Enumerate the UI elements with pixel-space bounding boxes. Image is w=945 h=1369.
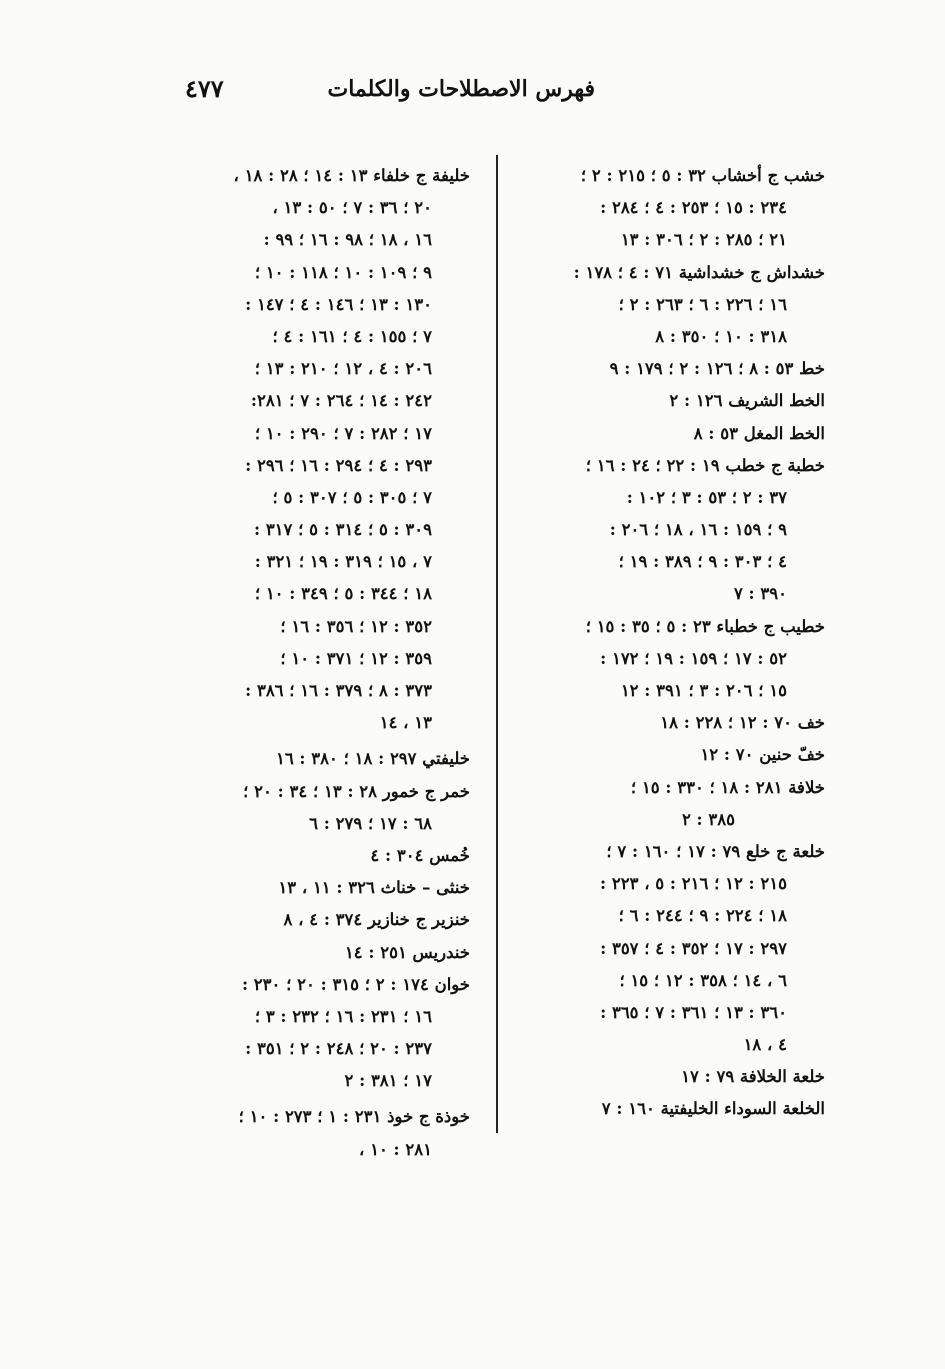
page-number: ٤٧٧ [185,74,224,103]
index-continuation: ٢٩٧ : ١٧ ؛ ٣٥٢ : ٤ ؛ ٣٥٧ : [600,938,787,958]
index-continuation: ٣٥٩ : ١٢ ؛ ٣٧١ : ١٠ ؛ [280,648,432,668]
index-continuation: ٢٠ ؛ ٣٦ : ٧ ؛ ٥٠ : ١٣ ، [272,198,432,218]
index-entry: خلعة الخلافة ٧٩ : ١٧ [681,1067,825,1087]
page-header [0,70,945,110]
index-continuation: ٣٧٣ : ٨ ؛ ٣٧٩ : ١٦ ؛ ٣٨٦ : [245,681,432,700]
index-continuation: ١٨ ؛ ٢٢٤ : ٩ ؛ ٢٤٤ : ٦ ؛ [618,906,787,926]
index-entry: خليفة ج خلفاء ١٣ : ١٤ ؛ ٢٨ : ١٨ ، [233,166,470,185]
index-continuation: ٦ ، ١٤ ؛ ٣٥٨ : ١٢ ؛ ١٥ ؛ [619,970,787,990]
index-entry: خشب ج أخشاب ٣٢ : ٥ ؛ ٢١٥ : ٢ ؛ [580,166,825,185]
index-continuation: ٢١ ؛ ٢٨٥ : ٢ ؛ ٣٠٦ : ١٣ [620,230,787,250]
index-continuation: ٢٠٦ : ٤ ، ١٢ ؛ ٢١٠ : ١٣ ؛ [254,359,432,379]
index-continuation: ٥٢ : ١٧ ؛ ١٥٩ : ١٩ ؛ ١٧٢ : [600,648,787,668]
index-entry: خشداش ج خشداشية ٧١ : ٤ ؛ ١٧٨ : [573,262,825,282]
index-entry: خطبة ج خطب ١٩ : ٢٢ ؛ ٢٤ : ١٦ ؛ [585,455,825,475]
index-entry: الخط الشريف ١٢٦ : ٢ [669,391,825,411]
index-entry: الخط المغل ٥٣ : ٨ [693,423,825,443]
index-continuation: ٣٦٠ : ١٣ ؛ ٣٦١ : ٧ ؛ ٣٦٥ : [600,1002,787,1022]
index-continuation: ٢١٥ : ١٢ ؛ ٢١٦ : ٥ ، ٢٢٣ : [600,874,787,894]
index-continuation: ١٣ ، ١٤ [379,713,432,733]
index-continuation: ٩ ؛ ١٠٩ : ١٠ ؛ ١١٨ : ١٠ ؛ [254,262,432,282]
index-continuation: ٧ ؛ ١٥٥ : ٤ ؛ ١٦١ : ٤ ؛ [272,326,432,346]
index-entry: خوان ١٧٤ : ٢ ؛ ٣١٥ : ٢٠ ؛ ٢٣٠ : [241,974,470,994]
index-entry: خطيب ج خطباء ٢٣ : ٥ ؛ ٣٥ : ١٥ ؛ [585,616,825,636]
index-continuation: ٧ ؛ ٣٠٥ : ٥ ؛ ٣٠٧ : ٥ ؛ [272,487,432,507]
index-entry: خندريس ٢٥١ : ١٤ [344,942,470,962]
index-continuation: ١٧ ؛ ٣٨١ : ٢ [344,1071,432,1091]
index-continuation: ١٦ ؛ ٢٢٦ : ٦ ؛ ٢٦٣ : ٢ ؛ [618,294,787,314]
index-continuation: ٣٠٩ : ٥ ؛ ٣١٤ : ٥ ؛ ٣١٧ : [253,520,432,540]
index-continuation: ٢٣٤ : ١٥ ؛ ٢٥٣ : ٤ ؛ ٢٨٤ : [600,198,787,218]
index-continuation: ١٥ ؛ ٢٠٦ : ٣ ؛ ٣٩١ : ١٢ [620,681,787,700]
index-continuation: ٣٥٢ : ١٢ ؛ ٣٥٦ : ١٦ ؛ [280,616,432,636]
index-continuation: ٢٨١ : ١٠ ، [359,1139,432,1159]
index-entry: الخلعة السوداء الخليفتية ١٦٠ : ٧ [601,1099,825,1119]
column-divider [496,155,498,1133]
index-continuation: ٩ ؛ ١٥٩ : ١٦ ، ١٨ ؛ ٢٠٦ : [609,520,787,540]
index-entry: خلعة ج خلع ٧٩ : ١٧ ؛ ١٦٠ : ٧ ؛ [606,841,825,861]
index-continuation: ٢٩٣ : ٤ ؛ ٢٩٤ : ١٦ ؛ ٢٩٦ : [245,455,432,475]
index-entry: خمر ج خمور ٢٨ : ١٣ ؛ ٣٤ : ٢٠ ؛ [243,781,470,801]
index-continuation: ٣٨٥ : ٢ [681,809,735,829]
index-continuation: ٤ ، ١٨ [743,1035,787,1055]
index-entry: خُمس ٣٠٤ : ٤ [370,845,470,865]
index-continuation: ٦٨ : ١٧ ؛ ٢٧٩ : ٦ [309,813,432,833]
index-column-left [165,160,470,1166]
index-continuation: ٣٩٠ : ٧ [733,584,787,604]
index-column-right [525,160,825,1126]
page-title: فهرس الاصطلاحات والكلمات [327,76,595,102]
index-entry: خنزير ج خنازير ٣٧٤ : ٤ ، ٨ [283,910,470,930]
index-continuation: ١٦ ، ١٨ ؛ ٩٨ : ١٦ ؛ ٩٩ : [263,230,432,250]
index-continuation: ٤ ؛ ٣٠٣ : ٩ ؛ ٣٨٩ : ١٩ ؛ [618,552,787,572]
index-continuation: ١٨ ؛ ٣٤٤ : ٥ ؛ ٣٤٩ : ١٠ ؛ [254,584,432,604]
index-entry: خوذة ج خوذ ٢٣١ : ١ ؛ ٢٧٣ : ١٠ ؛ [238,1107,470,1127]
index-continuation: ١٦ ؛ ٢٣١ : ١٦ ؛ ٢٣٢ : ٣ ؛ [254,1006,432,1026]
index-continuation: ٣١٨ : ١٠ ؛ ٣٥٠ : ٨ [655,326,787,346]
index-entry: خنثى – خناث ٣٢٦ : ١١ ، ١٣ [278,878,470,898]
index-continuation: ٣٧ : ٢ ؛ ٥٣ : ٣ ؛ ١٠٢ : [626,487,787,507]
index-continuation: ٧ ، ١٥ ؛ ٣١٩ : ١٩ ؛ ٣٢١ : [254,552,432,572]
index-continuation: ٢٣٧ : ٢٠ ؛ ٢٤٨ : ٢ ؛ ٣٥١ : [245,1039,432,1059]
index-continuation: ١٣٠ : ١٣ ؛ ١٤٦ : ٤ ؛ ١٤٧ : [245,294,432,314]
index-entry: خليفتي ٢٩٧ : ١٨ ؛ ٣٨٠ : ١٦ [275,749,470,769]
index-entry: خط ٥٣ : ٨ ؛ ١٢٦ : ٢ ؛ ١٧٩ : ٩ [609,359,825,379]
index-continuation: ٢٤٢ : ١٤ ؛ ٢٦٤ : ٧ ؛ ٢٨١: [250,391,432,411]
index-continuation: ١٧ ؛ ٢٨٢ : ٧ ؛ ٢٩٠ : ١٠ ؛ [254,423,432,443]
index-entry: خلافة ٢٨١ : ١٨ ؛ ٣٣٠ : ١٥ ؛ [630,777,825,797]
index-entry: خف ٧٠ : ١٢ ؛ ٢٢٨ : ١٨ [660,713,825,733]
index-entry: خفّ حنين ٧٠ : ١٢ [700,745,825,765]
